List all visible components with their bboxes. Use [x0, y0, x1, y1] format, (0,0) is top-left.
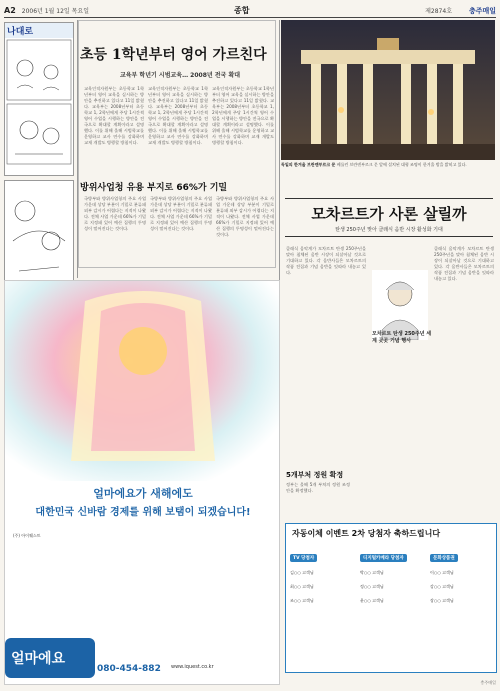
- ad-art: [5, 281, 280, 481]
- second-body-col3: 국방부와 방위사업청의 주요 사업 가운데 상당 부분이 기밀로 분류돼 외부 감시가 어렵다는 지적이 나왔다. 전체 사업 가운데 66%가 기밀로 지정돼 있어 예산 집행의 투명성이 떨어진다는 것이다.: [216, 196, 274, 237]
- event-title: 자동이체 이벤트 2차 당첨자 축하드립니다: [292, 529, 441, 538]
- issue-date: 2006년 1월 12일 목요일: [21, 8, 89, 15]
- rule-bottom: [285, 236, 493, 237]
- cartoon-drawing-2: [5, 181, 73, 291]
- winner-header-voucher: 문화상품권: [430, 554, 458, 562]
- lead-body-col1: 교육인적자원부는 초등학교 1학년부터 영어 교육을 실시하는 방안을 추진하고 있다고 11일 밝혔다. 교육부는 2008년부터 초등학교 1, 2학년에게 주당 1시간씩 영어 수업을 시행하는 방안을 전국으로 확대할 계획이라고 설명했다. 이를 위해 올해 시범학교를 운영하고 교사 연수를 강화하며 교재 개발도 병행할 방침이다.: [84, 86, 144, 145]
- rule-top: [285, 198, 493, 199]
- winner-cell: 강○○ 고객님: [430, 584, 454, 589]
- mozart-headline: 모차르트가 사론 살릴까: [311, 205, 467, 223]
- cartoon-title: 나대로: [5, 23, 73, 38]
- ad-company: (주) 아이퀘스트: [13, 533, 41, 538]
- cartoon-panel: [4, 22, 74, 176]
- winner-cell: 윤○○ 고객님: [360, 598, 384, 603]
- gate-illustration: [281, 20, 495, 160]
- ad-website: www.iquest.co.kr: [171, 664, 214, 670]
- lead-subhead: 교육부 학년기 시범교육… 2008년 전국 확대: [119, 72, 241, 79]
- winner-cell: 조○○ 고객님: [290, 598, 314, 603]
- section-name: 종합: [234, 6, 250, 15]
- winner-cell: 이○○ 고객님: [430, 570, 454, 575]
- paper-name: 충주매일: [468, 6, 496, 15]
- ad-phone: 080-454-882: [97, 664, 161, 674]
- winner-cell: 김○○ 고객님: [290, 570, 314, 575]
- winner-header-tv: TV 당첨자: [290, 554, 317, 562]
- small-article-body: 정부는 올해 5개 부처의 정원 조정안을 확정했다.: [286, 482, 350, 493]
- cartoon-drawing: [5, 38, 73, 168]
- photo-caption: [281, 162, 495, 182]
- cartoon-illustration: [5, 38, 73, 148]
- event-box: [285, 523, 497, 673]
- mozart-body-col2: 클래식 음악계가 모차르트 탄생 250주년을 맞아 침체된 음반 시장이 되살아날 것으로 기대하고 있다. 각 음반사들은 모차르트의 작품 전집과 기념 음반을 잇따라 내놓고 있다.: [434, 246, 494, 281]
- brandenburg-gate-photo: [281, 20, 495, 160]
- winner-cell: 박○○ 고객님: [360, 570, 384, 575]
- ad-tagline: [13, 533, 133, 539]
- second-body-col2: 국방부와 방위사업청의 주요 사업 가운데 상당 부분이 기밀로 분류돼 외부 감시가 어렵다는 지적이 나왔다. 전체 사업 가운데 66%가 기밀로 지정돼 있어 예산 집행의 투명성이 떨어진다는 것이다.: [150, 196, 212, 231]
- cartoon-illustration-2: [5, 181, 73, 291]
- issue-number: 제2874호: [425, 8, 452, 15]
- lead-headline: 초등 1학년부터 영어 가르친다: [80, 47, 267, 63]
- advertisement: [4, 280, 280, 685]
- photo-caption-title: 독일의 한겨울 브란덴부르크 문: [281, 162, 336, 167]
- winner-header-camera: 디지털카메라 당첨자: [360, 554, 407, 562]
- second-body-col1: 국방부와 방위사업청의 주요 사업 가운데 상당 부분이 기밀로 분류돼 외부 감시가 어렵다는 지적이 나왔다. 전체 사업 가운데 66%가 기밀로 지정돼 있어 예산 집행의 투명성이 떨어진다는 것이다.: [84, 196, 146, 231]
- mozart-subtitle: 탄생 250주년 맞아 클래식 음반 시장 활성화 기대: [335, 227, 443, 233]
- mozart-pull-quote: 모차르트 탄생 250주년 세계 곳곳 기념 행사: [372, 331, 432, 344]
- winner-grid: [290, 554, 494, 664]
- ad-headline-2: 대한민국 신바람 경제를 위해 보탬이 되겠습니다!: [35, 507, 251, 518]
- column-divider: [77, 20, 78, 278]
- winner-cell: 정○○ 고객님: [360, 584, 384, 589]
- lead-body-col2: 교육인적자원부는 초등학교 1학년부터 영어 교육을 실시하는 방안을 추진하고 있다고 11일 밝혔다. 교육부는 2008년부터 초등학교 1, 2학년에게 주당 1시간씩 영어 수업을 시행하는 방안을 전국으로 확대할 계획이라고 설명했다. 이를 위해 올해 시범학교를 운영하고 교사 연수를 강화하며 교재 개발도 병행할 방침이다.: [148, 86, 208, 145]
- page-footer: 충주매일: [480, 680, 496, 685]
- mozart-body-col1: 클래식 음악계가 모차르트 탄생 250주년을 맞아 침체된 음반 시장이 되살아날 것으로 기대하고 있다. 각 음반사들은 모차르트의 작품 전집과 기념 음반을 잇따라 내놓고 있다.: [286, 246, 366, 275]
- page-number: A2: [4, 6, 16, 15]
- ad-graphic: [5, 281, 280, 481]
- winner-cell: 장○○ 고객님: [430, 598, 454, 603]
- brand-name: 얼마에요: [11, 651, 66, 667]
- small-article-title: 5개부처 정원 확정: [286, 471, 344, 479]
- winner-cell: 최○○ 고객님: [290, 584, 314, 589]
- photo-caption-body: 베를린 브란덴부르크 문 앞에 설치된 대형 조명이 한겨울 밤을 밝히고 있다.: [336, 162, 467, 167]
- masthead-strip: [4, 4, 496, 18]
- lead-body-col3: 교육인적자원부는 초등학교 1학년부터 영어 교육을 실시하는 방안을 추진하고 있다고 11일 밝혔다. 교육부는 2008년부터 초등학교 1, 2학년에게 주당 1시간씩 영어 수업을 시행하는 방안을 전국으로 확대할 계획이라고 설명했다. 이를 위해 올해 시범학교를 운영하고 교사 연수를 강화하며 교재 개발도 병행할 방침이다.: [212, 86, 274, 145]
- second-article-title: 방위사업청 유용 부지로 66%가 기밀: [80, 183, 228, 193]
- ad-headline-1: 얼마에요가 새해에도: [93, 487, 193, 500]
